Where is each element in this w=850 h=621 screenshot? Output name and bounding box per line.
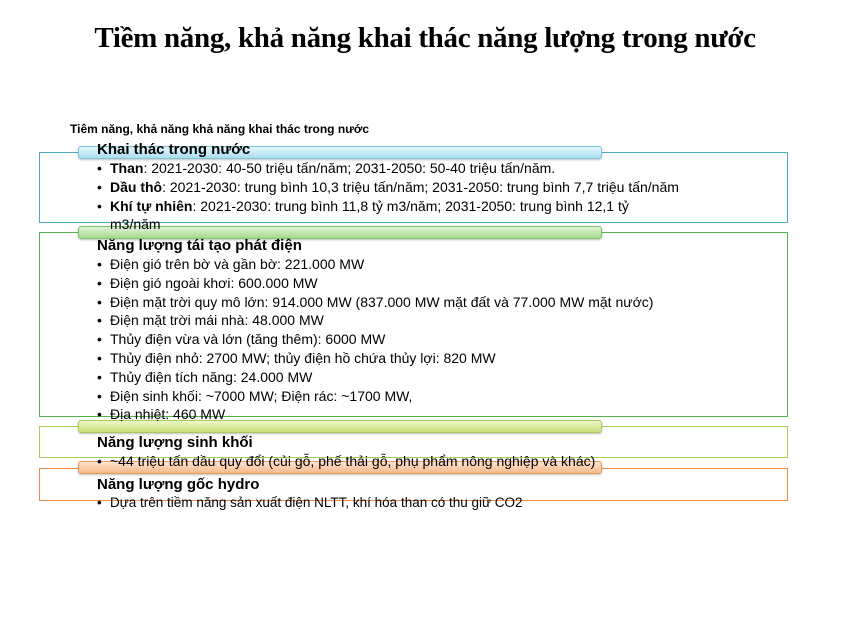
list-item: • Điện sinh khối: ~7000 MW; Điện rác: ~1700 MW,	[97, 387, 747, 406]
list-item: • Điện gió ngoài khơi: 600.000 MW	[97, 274, 747, 293]
bullet-list	[97, 159, 747, 234]
section-biomass	[97, 434, 747, 471]
item-text: : 2021-2030: 40-50 triệu tấn/năm; 2031-2050: 50-40 triệu tấn/năm.	[143, 160, 556, 176]
list-item: • Dựa trên tiềm năng sản xuất điện NLTT, khí hóa than có thu giữ CO2	[97, 494, 747, 513]
list-item	[97, 197, 680, 235]
section-domestic-extraction	[97, 141, 747, 234]
item-text: : 2021-2030: trung bình 11,8 tỷ m3/năm; 2031-2050: trung bình 12,1 tỷ m3/năm	[110, 197, 629, 233]
section-heading: Khai thác trong nước	[97, 141, 251, 158]
list-item	[97, 178, 750, 197]
list-item: • Thủy điện nhỏ: 2700 MW; thủy điện hồ chứa thủy lợi: 820 MW	[97, 349, 747, 368]
list-item: • Địa nhiệt: 460 MW	[97, 405, 747, 424]
list-item: • Thủy điện tích năng: 24.000 MW	[97, 368, 747, 387]
list-item: • ~44 triệu tấn dầu quy đổi (củi gỗ, phế thải gỗ, phụ phẩm nông nghiệp và khác)	[97, 452, 747, 471]
section-renewable-power	[97, 237, 747, 424]
section-hydrogen	[97, 476, 747, 513]
bullet-list	[97, 255, 747, 424]
item-key: Than	[110, 160, 144, 176]
list-item: • Điện gió trên bờ và gần bờ: 221.000 MW	[97, 255, 747, 274]
page-subtitle: Tiêm năng, khả năng khả năng khai thác trong nước	[70, 122, 370, 136]
page-title: Tiềm năng, khả năng khai thác năng lượng trong nước	[94, 22, 756, 54]
list-item: • Điện mặt trời mái nhà: 48.000 MW	[97, 311, 747, 330]
item-key: Khí tự nhiên	[110, 197, 193, 214]
list-item	[97, 159, 750, 178]
bullet-list	[97, 494, 747, 513]
item-key: Dầu thô	[110, 178, 163, 195]
item-text: : 2021-2030: trung bình 10,3 triệu tấn/năm; 2031-2050: trung bình 7,7 triệu tấn/năm	[162, 178, 679, 195]
section-heading: Năng lượng tái tạo phát điện	[97, 237, 302, 254]
list-item: • Thủy điện vừa và lớn (tăng thêm): 6000 MW	[97, 330, 747, 349]
list-item: • Điện mặt trời quy mô lớn: 914.000 MW (837.000 MW mặt đất và 77.000 MW mặt nước)	[97, 293, 747, 312]
bullet-list	[97, 452, 747, 471]
section-heading: Năng lượng gốc hydro	[97, 476, 260, 493]
section-heading: Năng lượng sinh khối	[97, 434, 253, 451]
